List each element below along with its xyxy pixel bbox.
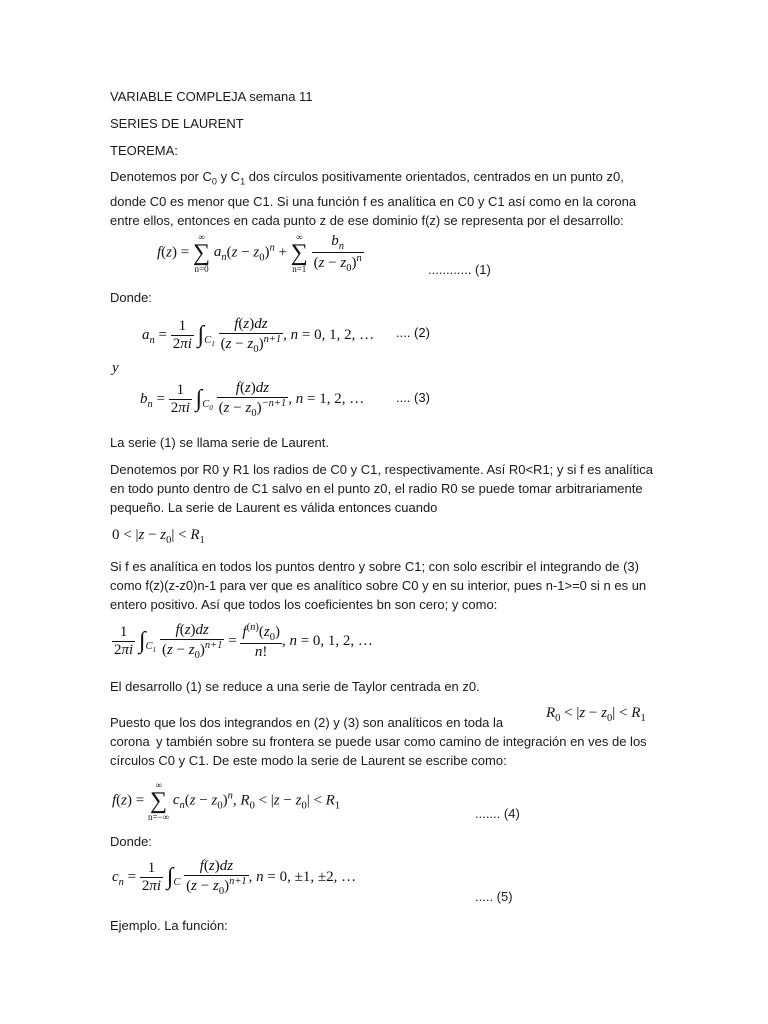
equation-ref-2: .... (2) — [396, 325, 430, 340]
section-title: SERIES DE LAURENT — [110, 116, 244, 131]
theorem-paragraph: Denotemos por $C_0$ y $C_1$ dos círculos positivamente orientados, centrados en un punto z0, donde C0 es menor que C1. Si una función f es analítica en C0 y C1 así como en la corona entre ellos, entonces en cada punto z de ese dominio f(z) se representa por el desarrollo: — [110, 169, 637, 228]
frontera-paragraph: y también sobre su frontera se puede usar como camino de integración en ves de los círculos C0 y C1. De este modo la serie de Laurent se escribe como: — [110, 734, 647, 768]
validity-inequality: $0 < |z - z_0| < R_1$ — [112, 527, 205, 546]
equation-ref-4: ....... (4) — [475, 806, 520, 821]
serie-laurent-note: La serie (1) se llama serie de Laurent. — [110, 435, 329, 450]
equation-cn-coefficient: $c_n$ = $\frac{1}{2\pi i}$ $\int_C$ $\frac{f(z)dz}{(z - z_0)^{n+1}}$ , n = 0, ±1, ±2, … — [112, 858, 357, 897]
corona-inequality: $R_0 < |z - z_0| < R_1$ — [546, 705, 646, 724]
taylor-intro-paragraph: Si f es analítica en todos los puntos dentro y sobre C1; con solo escribir el integrando de (3) como f(z)(z-z0)n-1 para ver que es analítico sobre C0 y en su interior, pues n-1>=0 si n es un entero positivo. Así que todos los coeficientes bn son cero; y como: — [110, 559, 647, 612]
donde-label-2: Donde: — [110, 834, 152, 849]
taylor-reduce-note: El desarrollo (1) se reduce a una serie de Taylor centrada en z0. — [110, 679, 480, 694]
equation-ref-5: ..... (5) — [475, 889, 513, 904]
equation-laurent-general: f(z) = ∞ ∑ n=−∞ $c_n(z - z_0)^n$, $R_0 < |z - z_0| < R_1$ — [112, 780, 341, 822]
corona-paragraph: Puesto que los dos integrandos en (2) y (3) son analíticos en toda la corona — [110, 715, 504, 749]
y-label: y — [112, 360, 119, 376]
document-title: VARIABLE COMPLEJA semana 11 — [110, 89, 313, 104]
theorem-label: TEOREMA: — [110, 143, 178, 158]
theorem-pre: Denotemos por C — [110, 169, 212, 184]
donde-label-1: Donde: — [110, 290, 152, 305]
theorem-text: dos círculos positivamente orientados, centrados en un punto z0, donde C0 es menor que C1. Si una función f es analítica en C0 y C1 así como en la corona entre ellos, entonces en cada punto z de ese dominio f(z) se representa por el desarrollo: — [110, 169, 637, 228]
equation-ref-1: ............ (1) — [428, 262, 491, 277]
equation-an-coefficient: $a_n$ = $\frac{1}{2\pi i}$ $\int_{C_1}$ $\frac{f(z)dz}{(z - z_0)^{n+1}}$ , n = 0, 1, 2, … — [142, 316, 375, 355]
equation-bn-coefficient: $b_n$ = $\frac{1}{2\pi i}$ $\int_{C_0}$ $\frac{f(z)dz}{(z - z_0)^{-n+1}}$ , n = 1, 2, … — [140, 380, 365, 419]
equation-taylor-coefficient: $\frac{1}{2\pi i}$ $\int_{C_1}$ $\frac{f(z)dz}{(z - z_0)^{n+1}}$ = $\frac{f^{(n)}(z_0)}{n!}$ , n = 0, 1, 2, … — [114, 622, 373, 661]
equation-laurent-series: f(z) = ∞ ∑ n=0 $a_n(z - z_0)^n$ + ∞ ∑ n=1 $\frac{b_n}{(z - z_0)^n}$ — [157, 232, 362, 274]
equation-ref-3: .... (3) — [396, 390, 430, 405]
radios-paragraph: Denotemos por R0 y R1 los radios de C0 y C1, respectivamente. Así R0<R1; y si f es analítica en todo punto dentro de C1 salvo en el punto z0, el radio R0 se puede tomar arbitrariamente pequeño. La serie de Laurent es válida entonces cuando — [110, 462, 653, 515]
ejemplo-label: Ejemplo. La función: — [110, 918, 228, 933]
